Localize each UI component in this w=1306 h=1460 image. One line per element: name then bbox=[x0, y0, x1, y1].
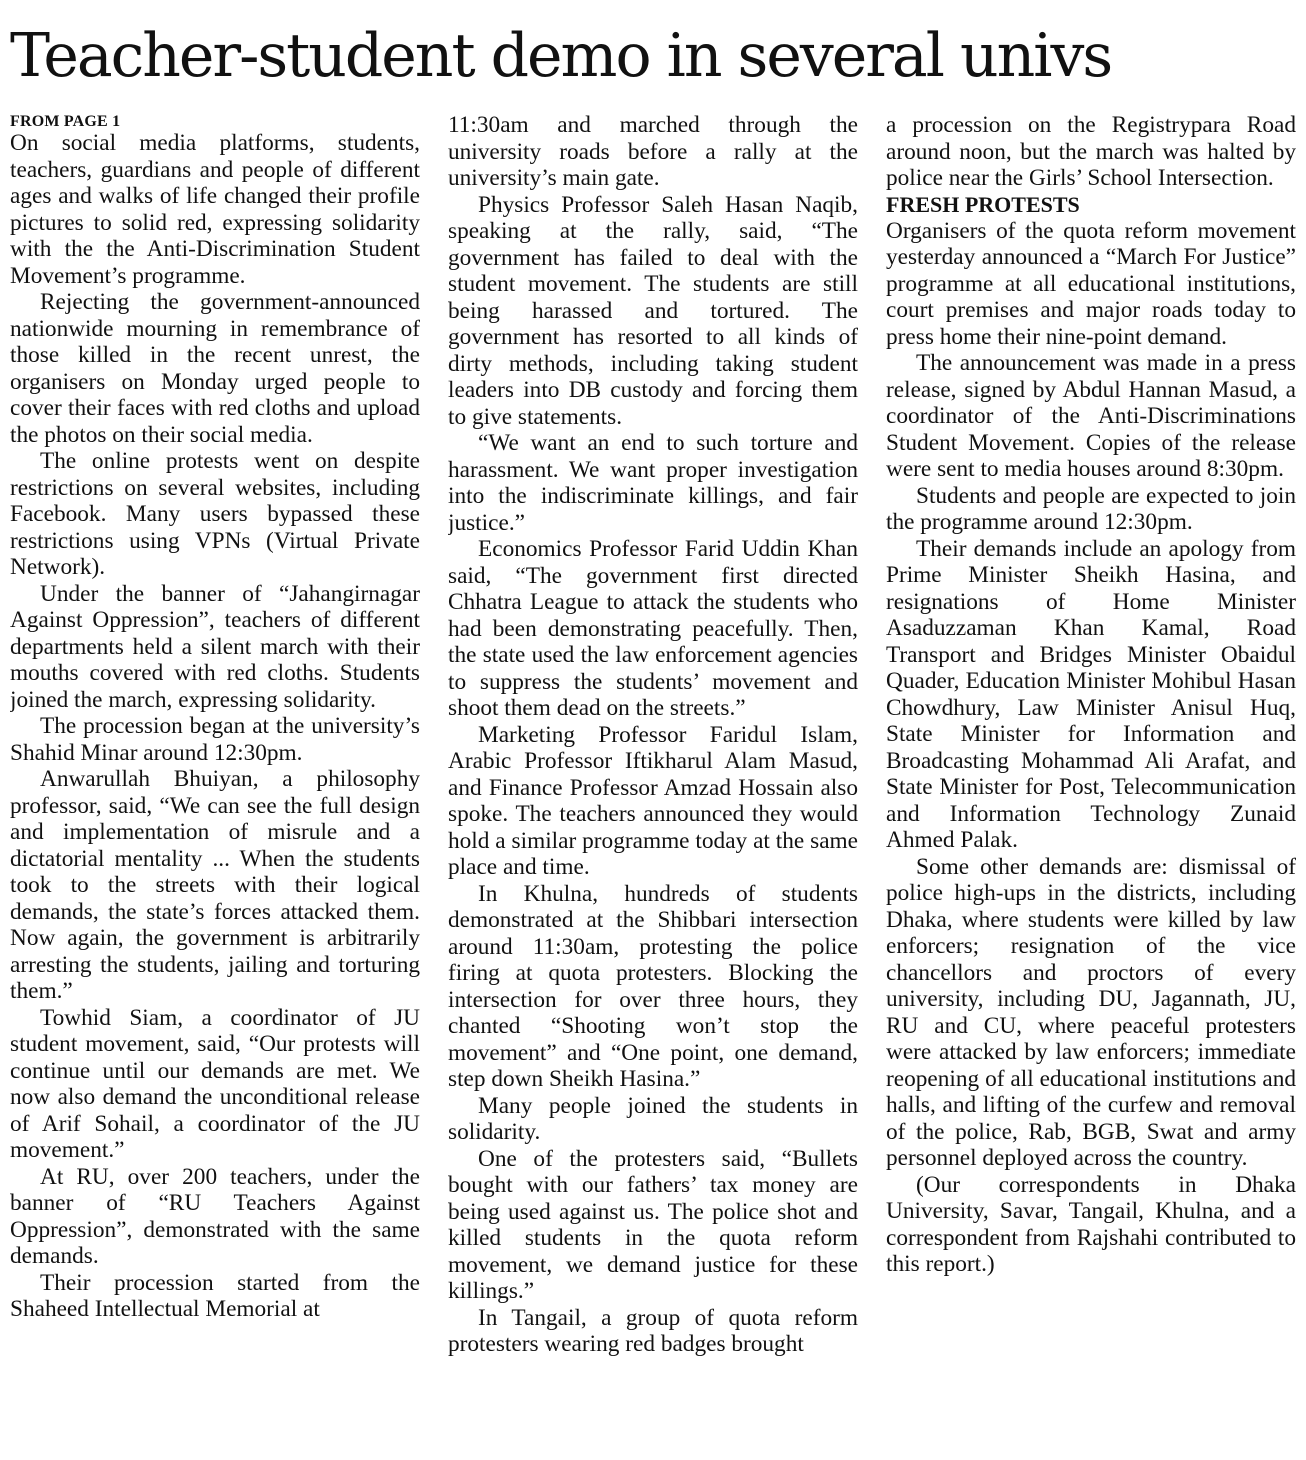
paragraph: Students and people are expected to join the programme around 12:30pm. bbox=[886, 482, 1296, 535]
paragraph: One of the protesters said, “Bullets bought with our fathers’ tax money are being used against us. The police shot and killed students in the quota reform movement, we demand justice for these killings.” bbox=[448, 1145, 858, 1304]
paragraph: Organisers of the quota reform movement yesterday announced a “March For Justice” programme at all educational institutions, court premises and major roads today to press home their nine-point demand. bbox=[886, 217, 1296, 350]
paragraph: Some other demands are: dismissal of police high-ups in the districts, including Dhaka, where students were killed by law enforcers; resignation of the vice chancellors and proctors of every university, including DU, Jagannath, JU, RU and CU, where peaceful protesters were attacked by law enforcers; immediate reopening of all educational institutions and halls, and lifting of the curfew and removal of the police, Rab, BGB, Swat and army personnel deployed across the country. bbox=[886, 853, 1296, 1171]
paragraph: In Tangail, a group of quota reform protesters wearing red badges brought bbox=[448, 1304, 858, 1357]
paragraph: In Khulna, hundreds of students demonstrated at the Shibbari intersection around 11:30am, protesting the police firing at quota protesters. Blocking the intersection for over three hours, they chanted “Shooting won’t stop the movement” and “One point, one demand, step down Sheikh Hasina.” bbox=[448, 880, 858, 1092]
paragraph: At RU, over 200 teachers, under the banner of “RU Teachers Against Oppression”, demonstrated with the same demands. bbox=[10, 1163, 420, 1269]
paragraph: a procession on the Registrypara Road around noon, but the march was halted by police near the Girls’ School Intersection. bbox=[886, 112, 1296, 191]
paragraph: Their demands include an apology from Prime Minister Sheikh Hasina, and resignations of Home Minister Asaduzzaman Khan Kamal, Road Transport and Bridges Minister Obaidul Quader, Education Minister Mohibul Hasan Chowdhury, Law Minister Anisul Huq, State Minister for Information and Broadcasting Mohammad Ali Arafat, and State Minister for Post, Telecommunication and Information Technology Zunaid Ahmed Palak. bbox=[886, 535, 1296, 853]
paragraph: Towhid Siam, a coordinator of JU student movement, said, “Our protests will continue until our demands are met. We now also demand the unconditional release of Arif Sohail, a coordinator of the JU movement.” bbox=[10, 1004, 420, 1163]
paragraph: Economics Professor Farid Uddin Khan said, “The government first directed Chhatra League to attack the students who had been demonstrating peacefully. Then, the state used the law enforcement agencies to suppress the students’ movement and shoot them dead on the streets.” bbox=[448, 536, 858, 721]
paragraph: On social media platforms, students, teachers, guardians and people of different ages and walks of life changed their profile pictures to solid red, expressing solidarity with the the Anti-Discrimination Student Movement’s programme. bbox=[10, 130, 420, 289]
paragraph: Their procession started from the Shaheed Intellectual Memorial at bbox=[10, 1269, 420, 1322]
paragraph: The procession began at the university’s Shahid Minar around 12:30pm. bbox=[10, 713, 420, 766]
paragraph: (Our correspondents in Dhaka University, Savar, Tangail, Khulna, and a correspondent from Rajshahi contributed to this report.) bbox=[886, 1171, 1296, 1277]
paragraph: Rejecting the government-announced nationwide mourning in remembrance of those killed in the recent unrest, the organisers on Monday urged people to cover their faces with red cloths and upload the photos on their social media. bbox=[10, 289, 420, 448]
paragraph: Anwarullah Bhuiyan, a philosophy professor, said, “We can see the full design and implementation of misrule and a dictatorial mentality ... When the students took to the streets with their logical demands, the state’s forces attacked them. Now again, the government is arbitrarily arresting the students, jailing and torturing them.” bbox=[10, 766, 420, 1004]
article-column-1 bbox=[10, 112, 420, 1452]
paragraph: 11:30am and marched through the university roads before a rally at the university’s main gate. bbox=[448, 112, 858, 191]
article-column-2 bbox=[448, 112, 858, 1452]
from-page-kicker: FROM PAGE 1 bbox=[10, 113, 121, 130]
article-column-3 bbox=[886, 112, 1296, 1452]
paragraph: Marketing Professor Faridul Islam, Arabic Professor Iftikharul Alam Masud, and Finance Professor Amzad Hossain also spoke. The teachers announced they would hold a similar programme today at the same place and time. bbox=[448, 721, 858, 880]
paragraph: Under the banner of “Jahangirnagar Against Oppression”, teachers of different departments held a silent march with their mouths covered with red cloths. Students joined the march, expressing solidarity. bbox=[10, 580, 420, 713]
section-subhead: FRESH PROTESTS bbox=[886, 191, 1080, 217]
paragraph: “We want an end to such torture and harassment. We want proper investigation into the indiscriminate killings, and fair justice.” bbox=[448, 430, 858, 536]
paragraph: The announcement was made in a press release, signed by Abdul Hannan Masud, a coordinator of the Anti-Discriminations Student Movement. Copies of the release were sent to media houses around 8:30pm. bbox=[886, 350, 1296, 482]
paragraph: Physics Professor Saleh Hasan Naqib, speaking at the rally, said, “The government has failed to deal with the student movement. The students are still being harassed and tortured. The government has resorted to all kinds of dirty methods, including taking student leaders into DB custody and forcing them to give statements. bbox=[448, 191, 858, 430]
paragraph: The online protests went on despite restrictions on several websites, including Facebook. Many users bypassed these restrictions using VPNs (Virtual Private Network). bbox=[10, 448, 420, 580]
paragraph: Many people joined the students in solidarity. bbox=[448, 1092, 858, 1145]
headline: Teacher-student demo in several univs bbox=[10, 21, 1112, 91]
